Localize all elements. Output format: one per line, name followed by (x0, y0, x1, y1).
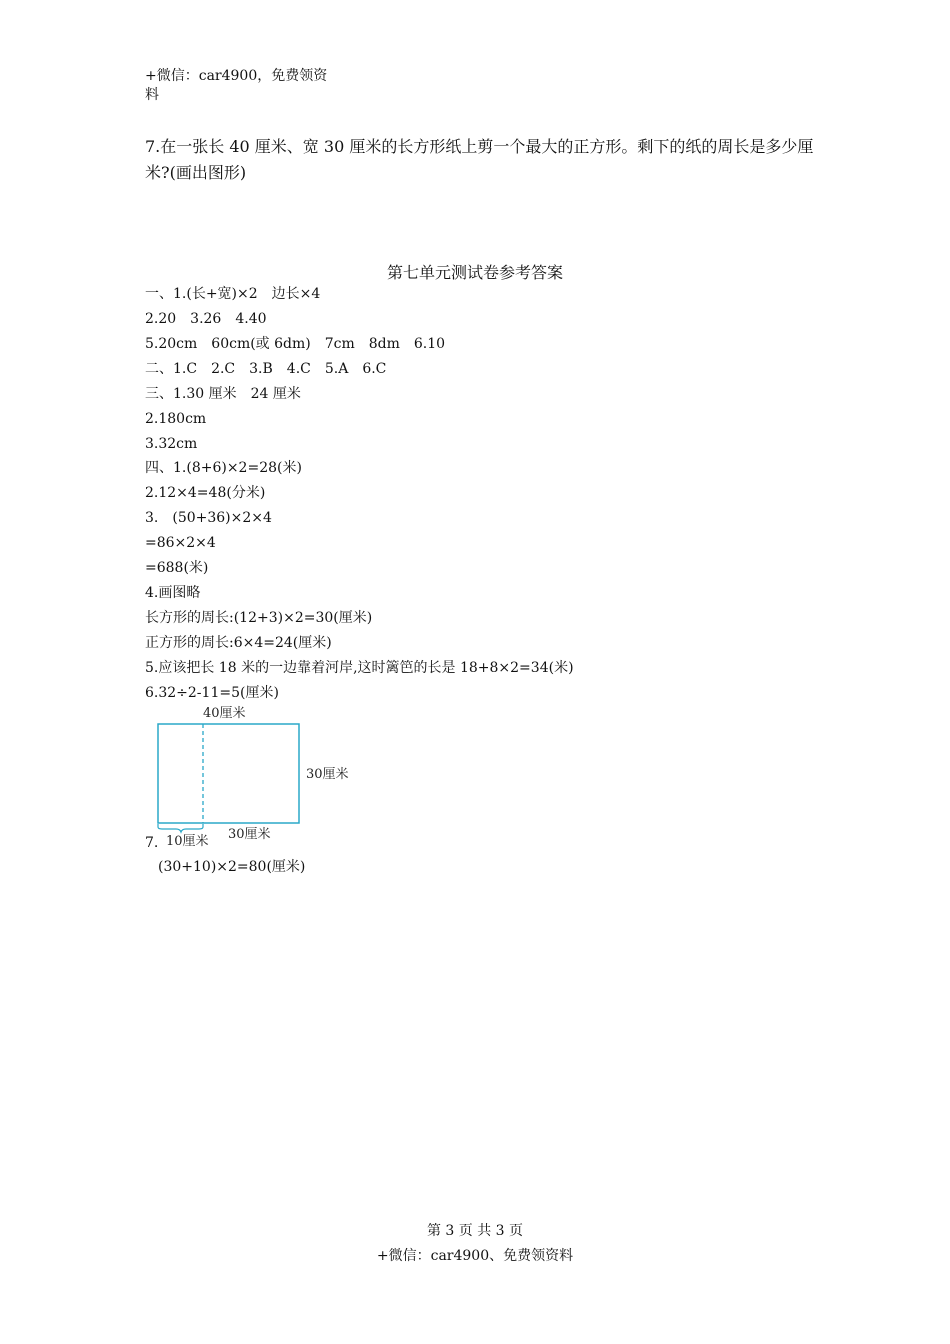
question-7: 7.在一张长 40 厘米、宽 30 厘米的长方形纸上剪一个最大的正方形。剩下的纸的周长是多少厘米?(画出图形) (145, 137, 814, 182)
diagram-bottom-left-label: 10厘米 (166, 834, 209, 849)
answer-line: 5.应该把长 18 米的一边靠着河岸,这时篱笆的长是 18+8×2=34(米) (145, 660, 574, 676)
outer-rectangle (158, 724, 299, 823)
answer-line: =86×2×4 (145, 535, 216, 551)
page-number: 第 3 页 共 3 页 (426, 1223, 524, 1239)
answer-line: 正方形的周长:6×4=24(厘米) (145, 635, 332, 651)
watermark-top (145, 67, 327, 105)
answer-line: 2.180cm (145, 411, 207, 427)
answer-line: 2.20 3.26 4.40 (145, 311, 267, 327)
diagram-right-label: 30厘米 (306, 767, 349, 782)
watermark-bottom: +微信：car4900、免费领资料 (376, 1248, 574, 1264)
answer-title: 第七单元测试卷参考答案 (386, 263, 563, 282)
watermark-top-line1: +微信：car4900，免费领资 (145, 68, 328, 84)
answer-line: 2.12×4=48(分米) (145, 485, 266, 501)
answer-line: 3. (50+36)×2×4 (145, 510, 272, 526)
diagram-top-label: 40厘米 (203, 706, 246, 721)
brace-10cm (158, 824, 203, 832)
answer-line: 一、1.(长+宽)×2 边长×4 (145, 286, 321, 302)
diagram-bottom-right-label: 30厘米 (228, 827, 271, 842)
answer-line: 四、1.(8+6)×2=28(米) (145, 460, 302, 476)
answer-line: 长方形的周长:(12+3)×2=30(厘米) (145, 610, 373, 626)
answer-7-formula: (30+10)×2=80(厘米) (158, 859, 306, 875)
answer-line: 4.画图略 (145, 585, 201, 601)
rectangle-diagram (150, 700, 360, 852)
answer-line: =688(米) (145, 560, 209, 576)
watermark-top-line2: 料 (145, 87, 159, 103)
answer-line: 三、1.30 厘米 24 厘米 (145, 386, 301, 402)
answer-line: 3.32cm (145, 436, 198, 452)
answer-7-label: 7. (145, 835, 159, 851)
answer-line: 二、1.C 2.C 3.B 4.C 5.A 6.C (145, 361, 387, 377)
answer-line: 6.32÷2-11=5(厘米) (145, 685, 279, 701)
answer-line: 5.20cm 60cm(或 6dm) 7cm 8dm 6.10 (145, 336, 446, 352)
